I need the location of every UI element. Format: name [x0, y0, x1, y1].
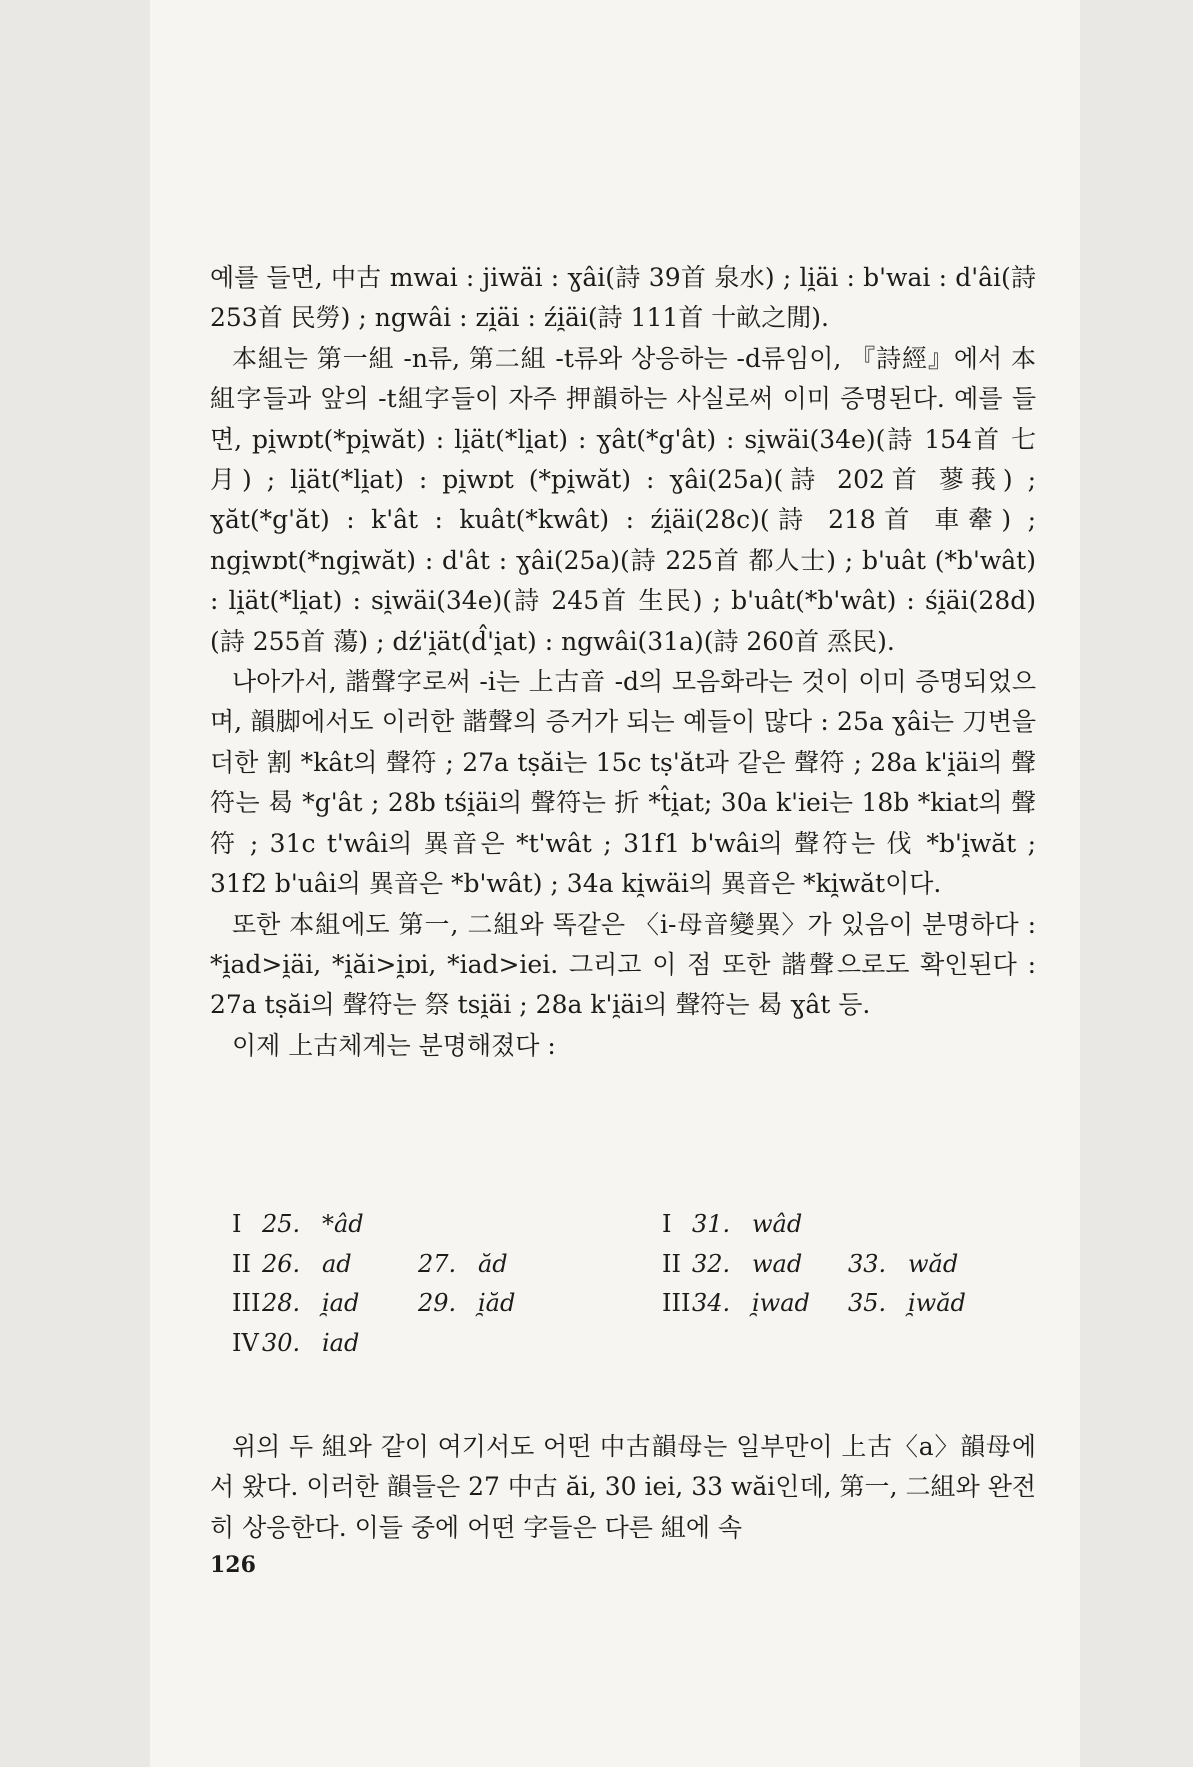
- rhyme-number: 32.: [692, 1249, 731, 1278]
- rhyme-form: i̯ad: [322, 1289, 360, 1317]
- rhyme-number: 35.: [848, 1289, 887, 1317]
- rhyme-form: *âd: [322, 1210, 364, 1238]
- rhyme-number: [418, 1205, 478, 1245]
- division-label: III: [232, 1289, 261, 1317]
- table-row: [232, 1284, 1008, 1324]
- division-label: IV: [232, 1328, 259, 1357]
- paragraph-4: 또한 本組에도 第一, 二組와 똑같은 〈i-母音變異〉가 있음이 분명하다 : *i̯ad>i̯äi, *i̯ăi>i̯ɒi, *iad>iei. 그리고 이 점 또한 諧聲으로도 확인된다 : 27a tṣăi의 聲符는 祭 tsi̯äi ; 28a k'i̯äi의 聲符는 曷 ɣât 등.: [210, 909, 1036, 1020]
- rhyme-number: [418, 1324, 478, 1364]
- rhyme-form: wâd: [752, 1210, 803, 1238]
- rhyme-number: 26.: [262, 1249, 301, 1278]
- division-label: III: [662, 1289, 691, 1317]
- table-row: [232, 1245, 1008, 1285]
- page-number: 126: [210, 1552, 256, 1578]
- rhyme-number: [848, 1324, 908, 1364]
- rhyme-form: ad: [322, 1249, 352, 1278]
- table-row: [232, 1324, 1008, 1364]
- rhyme-number: 27.: [418, 1249, 457, 1278]
- rhyme-form: [908, 1324, 1008, 1364]
- rhyme-form: i̯wăd: [908, 1289, 966, 1317]
- body-text: [210, 258, 1036, 1066]
- body-text-continued: [210, 1402, 1036, 1573]
- division-label: I: [662, 1210, 672, 1238]
- paragraph-6: 위의 두 組와 같이 여기서도 어떤 中古韻母는 일부만이 上古〈a〉韻母에서 왔다. 이러한 韻들은 27 中古 ăi, 30 iei, 33 wăi인데, 第一, 二組와 완전히 상응한다. 이들 중에 어떤 字들은 다른 組에 속: [210, 1432, 1036, 1542]
- rhyme-number: 34.: [692, 1289, 731, 1317]
- rhyme-form: ăd: [478, 1249, 508, 1278]
- rhyme-form: i̯ăd: [478, 1289, 516, 1317]
- rhyme-form: i̯wad: [752, 1289, 810, 1317]
- table-row: [232, 1205, 1008, 1245]
- paragraph-2: 本組는 第一組 -n류, 第二組 -t류와 상응하는 -d류임이, 『詩經』에서 本組字들과 앞의 -t組字들이 자주 押韻하는 사실로써 이미 증명된다. 예를 들면, pi̯wɒt(*pi̯wăt) : li̯ät(*li̯at) : ɣât(*g'ât) : si̯wäi(34e)(詩 154首 七月) ; li̯ät(*li̯at) : pi̯wɒt (*pi̯wăt) : ɣâi(25a)(詩 202首 蓼莪) ; ɣăt(*g'ăt) : k'ât : kuât(*kwât) : źi̯äi(28c)(詩 218首 車舝) ; ngi̯wɒt(*ngi̯wăt) : d'ât : ɣâi(25a)(詩 225首 都人士) ; b'uât (*b'wât) : li̯ät(*li̯at) : si̯wäi(34e)(詩 245首 生民) ; b'uât(*b'wât) : śi̯äi(28d)(詩 255首 蕩) ; dź'i̯ät(d̂'i̯at) : ngwâi(31a)(詩 260首 烝民).: [210, 343, 1036, 656]
- rhyme-form: [908, 1205, 1008, 1245]
- paragraph-5: 이제 上古체계는 분명해졌다 :: [232, 1030, 556, 1060]
- rhyme-number: 31.: [692, 1210, 731, 1238]
- rhyme-form: [752, 1324, 848, 1364]
- paragraph-1: 예를 들면, 中古 mwai : jiwäi : ɣâi(詩 39首 泉水) ; li̯äi : b'wai : d'âi(詩 253首 民勞) ; ngwâi : zi̯äi : źi̯äi(詩 111首 十畝之閒).: [210, 263, 1036, 333]
- rhyme-number: [692, 1324, 752, 1364]
- rhyme-number: [848, 1205, 908, 1245]
- division-label: [662, 1324, 692, 1364]
- rhyme-form: wad: [752, 1249, 803, 1278]
- rhyme-number: 29.: [418, 1289, 457, 1317]
- division-label: II: [662, 1249, 681, 1278]
- division-label: I: [232, 1210, 242, 1238]
- division-label: II: [232, 1249, 251, 1278]
- rhyme-number: 25.: [262, 1210, 301, 1238]
- rhyme-form: wăd: [908, 1249, 959, 1278]
- rhyme-form: [478, 1205, 662, 1245]
- rhyme-number: 33.: [848, 1249, 887, 1278]
- reconstruction-table: [232, 1205, 1008, 1363]
- rhyme-number: 28.: [262, 1289, 301, 1317]
- rhyme-form: iad: [322, 1328, 360, 1357]
- rhyme-form: [478, 1324, 662, 1364]
- rhyme-number: 30.: [262, 1328, 301, 1357]
- paragraph-3: 나아가서, 諧聲字로써 -i는 上古音 -d의 모음화라는 것이 이미 증명되었으며, 韻脚에서도 이러한 諧聲의 증거가 되는 예들이 많다 : 25a ɣâi는 刀변을 더한 割 *kât의 聲符 ; 27a tṣăi는 15c tṣ'ăt과 같은 聲符 ; 28a k'i̯äi의 聲符는 曷 *g'ât ; 28b tśi̯äi의 聲符는 折 *t̂i̯at; 30a k'iei는 18b *kiat의 聲符 ; 31c t'wâi의 異音은 *t'wât ; 31f1 b'wâi의 聲符는 伐 *b'i̯wăt ; 31f2 b'uâi의 異音은 *b'wât) ; 34a ki̯wäi의 異音은 *ki̯wăt이다.: [210, 667, 1036, 899]
